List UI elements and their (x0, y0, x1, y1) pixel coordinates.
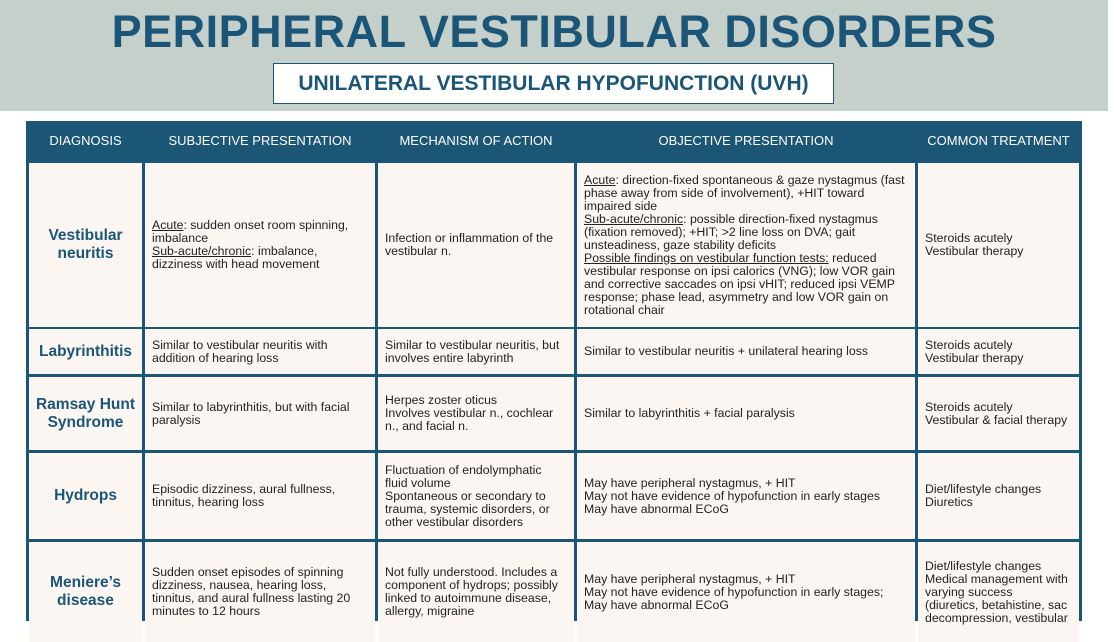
treatment-cell (918, 453, 1079, 539)
cell-paragraph (925, 414, 1072, 427)
cell-text: Sudden onset episodes of spinning dizziness, nausea, hearing loss, tinnitus, and aural fullness lasting 20 minutes to 12 hours (152, 565, 351, 618)
subjective-cell (145, 163, 375, 327)
cell-text: May not have evidence of hypofunction in early stages (584, 488, 880, 503)
cell-text: Vestibular therapy (925, 350, 1024, 365)
cell-text: : possible direction-fixed nystagmus (fixation removed); +HIT; >2 line loss on DVA; gait unsteadiness, gaze stability deficits (584, 211, 878, 252)
cell-label: Acute (152, 218, 184, 232)
cell-paragraph (925, 599, 1072, 625)
column-header-subjective: SUBJECTIVE PRESENTATION (168, 133, 352, 148)
cell-paragraph (152, 483, 368, 509)
cell-paragraph (584, 503, 908, 516)
cell-text: reduced vestibular response on ipsi calorics (VNG); low VOR gain and corrective saccades on ipsi vHIT; reduced ipsi VEMP response; phase lead, asymmetry and low VOR gain on rotational chair (584, 250, 895, 317)
cell-text: Diet/lifestyle changes (925, 482, 1042, 496)
cell-paragraph (925, 245, 1072, 258)
cell-paragraph (385, 232, 567, 258)
diagnosis-cell: Vestibular neuritis (29, 163, 142, 327)
cell-text: May not have evidence of hypofunction in early stages; (584, 584, 884, 599)
column-header-objective: OBJECTIVE PRESENTATION (658, 133, 834, 148)
cell-text: Steroids acutely (925, 231, 1013, 245)
subjective-cell (145, 329, 375, 374)
cell-paragraph (584, 599, 908, 612)
treatment-cell (918, 329, 1079, 374)
subjective-cell (145, 542, 375, 642)
cell-text: Not fully understood. Includes a component of hydrops; possibly linked to autoimmune disease, allergy, migraine (385, 565, 558, 618)
cell-text: : direction-fixed spontaneous & gaze nystagmus (fast phase away from side of involvement), +HIT toward impaired side (584, 172, 905, 213)
page-subtitle: UNILATERAL VESTIBULAR HYPOFUNCTION (UVH) (273, 63, 834, 104)
cell-label: Acute (584, 172, 616, 187)
diagnosis-cell: Ramsay Hunt Syndrome (29, 377, 142, 450)
cell-label: Possible findings on vestibular function tests: (584, 250, 829, 265)
cell-paragraph (152, 339, 368, 365)
subjective-cell (145, 377, 375, 450)
cell-paragraph (385, 339, 567, 365)
cell-text: Involves vestibular n., cochlear n., and facial n. (385, 406, 554, 433)
objective-cell (577, 377, 915, 450)
cell-paragraph (385, 566, 567, 618)
cell-text: Similar to vestibular neuritis + unilateral hearing loss (584, 344, 868, 358)
column-header-treatment: COMMON TREATMENT (927, 133, 1070, 148)
mechanism-cell (378, 453, 574, 539)
cell-paragraph (584, 174, 908, 213)
cell-text: Diet/lifestyle changes (925, 558, 1042, 573)
column-header-mechanism: MECHANISM OF ACTION (399, 133, 553, 148)
cell-paragraph (584, 345, 908, 358)
mechanism-cell (378, 377, 574, 450)
cell-paragraph (152, 566, 368, 618)
mechanism-cell (378, 329, 574, 374)
cell-paragraph (584, 252, 908, 317)
cell-text: Spontaneous or secondary to trauma, systemic disorders, or other vestibular disorders (385, 488, 550, 529)
objective-cell (577, 163, 915, 327)
objective-cell (577, 329, 915, 374)
cell-text: Similar to labyrinthitis, but with facial paralysis (152, 399, 350, 427)
cell-paragraph (385, 407, 567, 433)
cell-text: May have abnormal ECoG (584, 501, 729, 516)
objective-cell (577, 542, 915, 642)
page-title: PERIPHERAL VESTIBULAR DISORDERS (111, 6, 997, 57)
cell-text: Episodic dizziness, aural fullness, tinnitus, hearing loss (152, 482, 336, 509)
subjective-cell (145, 453, 375, 539)
cell-paragraph (584, 213, 908, 252)
objective-cell (577, 453, 915, 539)
cell-text: Vestibular & facial therapy (925, 412, 1068, 427)
cell-label: Sub-acute/chronic (152, 244, 252, 258)
cell-text: Similar to vestibular neuritis, but involves entire labyrinth (385, 337, 560, 365)
treatment-cell (918, 377, 1079, 450)
mechanism-cell (378, 163, 574, 327)
cell-paragraph (152, 401, 368, 427)
cell-text: : imbalance, dizziness with head movement (152, 244, 320, 271)
cell-paragraph (925, 352, 1072, 365)
cell-paragraph (385, 490, 567, 529)
cell-paragraph (152, 245, 368, 271)
diagnosis-cell: Hydrops (29, 453, 142, 539)
cell-paragraph (925, 496, 1072, 509)
cell-text: Diuretics (925, 495, 973, 509)
cell-text: Vestibular therapy (925, 244, 1024, 258)
cell-text: (diuretics, betahistine, sac decompression, vestibular (925, 597, 1068, 625)
cell-text: Herpes zoster oticus (385, 393, 498, 407)
cell-text: Similar to vestibular neuritis with addition of hearing loss (152, 337, 328, 365)
cell-paragraph (584, 407, 908, 420)
diagnosis-cell: Meniere’s disease (29, 542, 142, 642)
mechanism-cell (378, 542, 574, 642)
cell-text: Steroids acutely (925, 399, 1013, 414)
treatment-cell (918, 163, 1079, 327)
cell-label: Sub-acute/chronic (584, 211, 684, 226)
cell-text: Similar to labyrinthitis + facial paralysis (584, 406, 795, 420)
cell-text: Fluctuation of endolymphatic fluid volume (385, 462, 542, 490)
cell-text: : sudden onset room spinning, imbalance (152, 218, 349, 245)
cell-paragraph (925, 573, 1072, 599)
treatment-cell (918, 542, 1079, 642)
cell-text: May have peripheral nystagmus, + HIT (584, 571, 796, 586)
disorders-table (26, 121, 1082, 625)
cell-paragraph (152, 219, 368, 245)
cell-text: Medical management with varying success (925, 571, 1068, 599)
column-header-diagnosis: DIAGNOSIS (49, 133, 122, 148)
cell-paragraph (385, 464, 567, 490)
cell-text: Steroids acutely (925, 337, 1013, 352)
cell-text: May have abnormal ECoG (584, 597, 729, 612)
diagnosis-cell: Labyrinthitis (29, 329, 142, 374)
cell-text: May have peripheral nystagmus, + HIT (584, 475, 796, 490)
cell-text: Infection or inflammation of the vestibular n. (385, 231, 554, 258)
